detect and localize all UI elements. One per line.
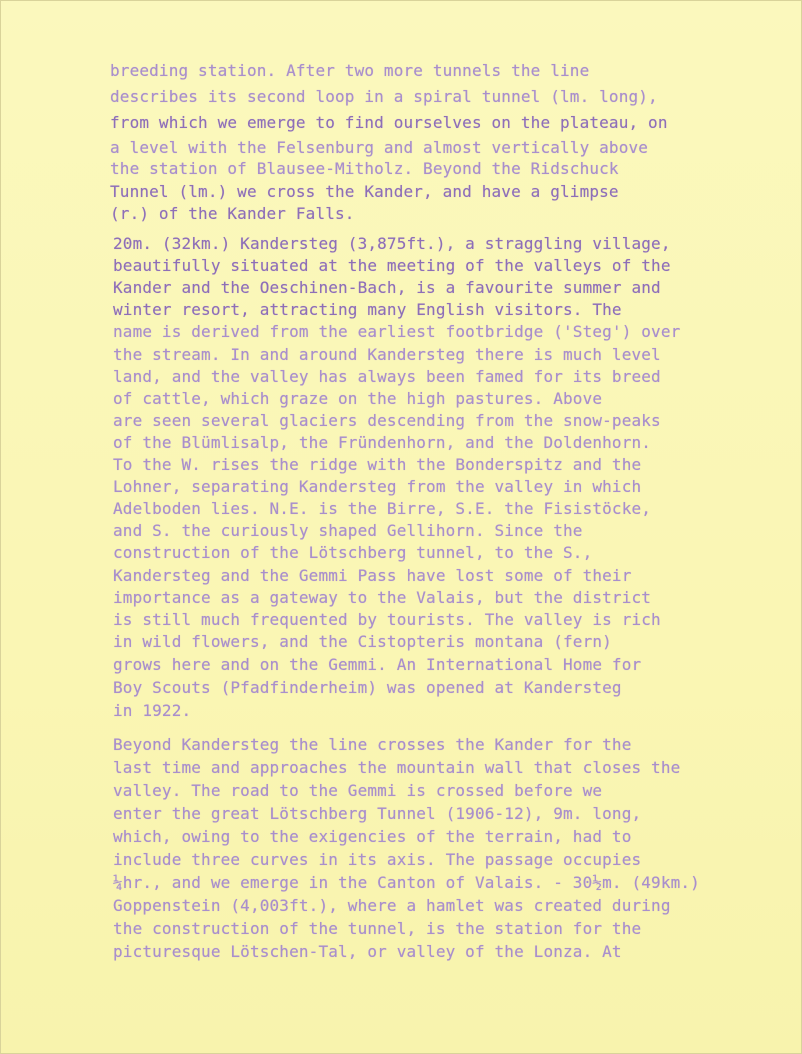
- text-line: importance as a gateway to the Valais, but the district: [113, 588, 652, 607]
- text-line: which, owing to the exigencies of the terrain, had to: [113, 827, 632, 846]
- text-line: include three curves in its axis. The passage occupies: [113, 850, 642, 869]
- text-line: construction of the Lötschberg tunnel, to the S.,: [113, 543, 593, 562]
- text-line: describes its second loop in a spiral tunnel (lm. long),: [110, 87, 658, 106]
- text-line: the stream. In and around Kandersteg there is much level: [113, 345, 661, 364]
- text-line: Kander and the Oeschinen-Bach, is a favourite summer and: [113, 278, 661, 297]
- text-line: is still much frequented by tourists. The valley is rich: [113, 610, 661, 629]
- text-line: ¼hr., and we emerge in the Canton of Valais. - 30½m. (49km.): [113, 873, 700, 892]
- text-line: the construction of the tunnel, is the station for the: [113, 919, 642, 938]
- text-line: Boy Scouts (Pfadfinderheim) was opened at Kandersteg: [113, 678, 622, 697]
- text-line: Lohner, separating Kandersteg from the valley in which: [113, 477, 642, 496]
- text-line: last time and approaches the mountain wall that closes the: [113, 758, 681, 777]
- text-line: picturesque Lötschen-Tal, or valley of the Lonza. At: [113, 942, 622, 961]
- text-line: in 1922.: [113, 701, 192, 720]
- text-line: To the W. rises the ridge with the Bonderspitz and the: [113, 455, 642, 474]
- text-line: and S. the curiously shaped Gellihorn. Since the: [113, 521, 583, 540]
- text-line: Tunnel (lm.) we cross the Kander, and have a glimpse: [110, 182, 619, 201]
- text-line: Goppenstein (4,003ft.), where a hamlet was created during: [113, 896, 671, 915]
- text-line: (r.) of the Kander Falls.: [110, 204, 355, 223]
- text-line: of the Blümlisalp, the Fründenhorn, and the Doldenhorn.: [113, 433, 652, 452]
- text-line: beautifully situated at the meeting of the valleys of the: [113, 256, 671, 275]
- text-line: 20m. (32km.) Kandersteg (3,875ft.), a straggling village,: [113, 234, 671, 253]
- text-line: from which we emerge to find ourselves on the plateau, on: [110, 113, 668, 132]
- text-line: grows here and on the Gemmi. An International Home for: [113, 655, 642, 674]
- text-line: breeding station. After two more tunnels the line: [110, 61, 590, 80]
- text-line: Kandersteg and the Gemmi Pass have lost some of their: [113, 566, 632, 585]
- text-line: enter the great Lötschberg Tunnel (1906-12), 9m. long,: [113, 804, 642, 823]
- text-line: Adelboden lies. N.E. is the Birre, S.E. the Fisistöcke,: [113, 499, 652, 518]
- text-line: Beyond Kandersteg the line crosses the Kander for the: [113, 735, 632, 754]
- text-line: a level with the Felsenburg and almost vertically above: [110, 138, 649, 157]
- text-line: of cattle, which graze on the high pastures. Above: [113, 389, 603, 408]
- text-line: in wild flowers, and the Cistopteris montana (fern): [113, 632, 612, 651]
- text-line: name is derived from the earliest footbridge ('Steg') over: [113, 322, 681, 341]
- text-line: the station of Blausee-Mitholz. Beyond the Ridschuck: [110, 159, 619, 178]
- text-line: land, and the valley has always been famed for its breed: [113, 367, 661, 386]
- text-line: valley. The road to the Gemmi is crossed before we: [113, 781, 603, 800]
- text-line: winter resort, attracting many English visitors. The: [113, 300, 622, 319]
- text-line: are seen several glaciers descending from the snow-peaks: [113, 411, 661, 430]
